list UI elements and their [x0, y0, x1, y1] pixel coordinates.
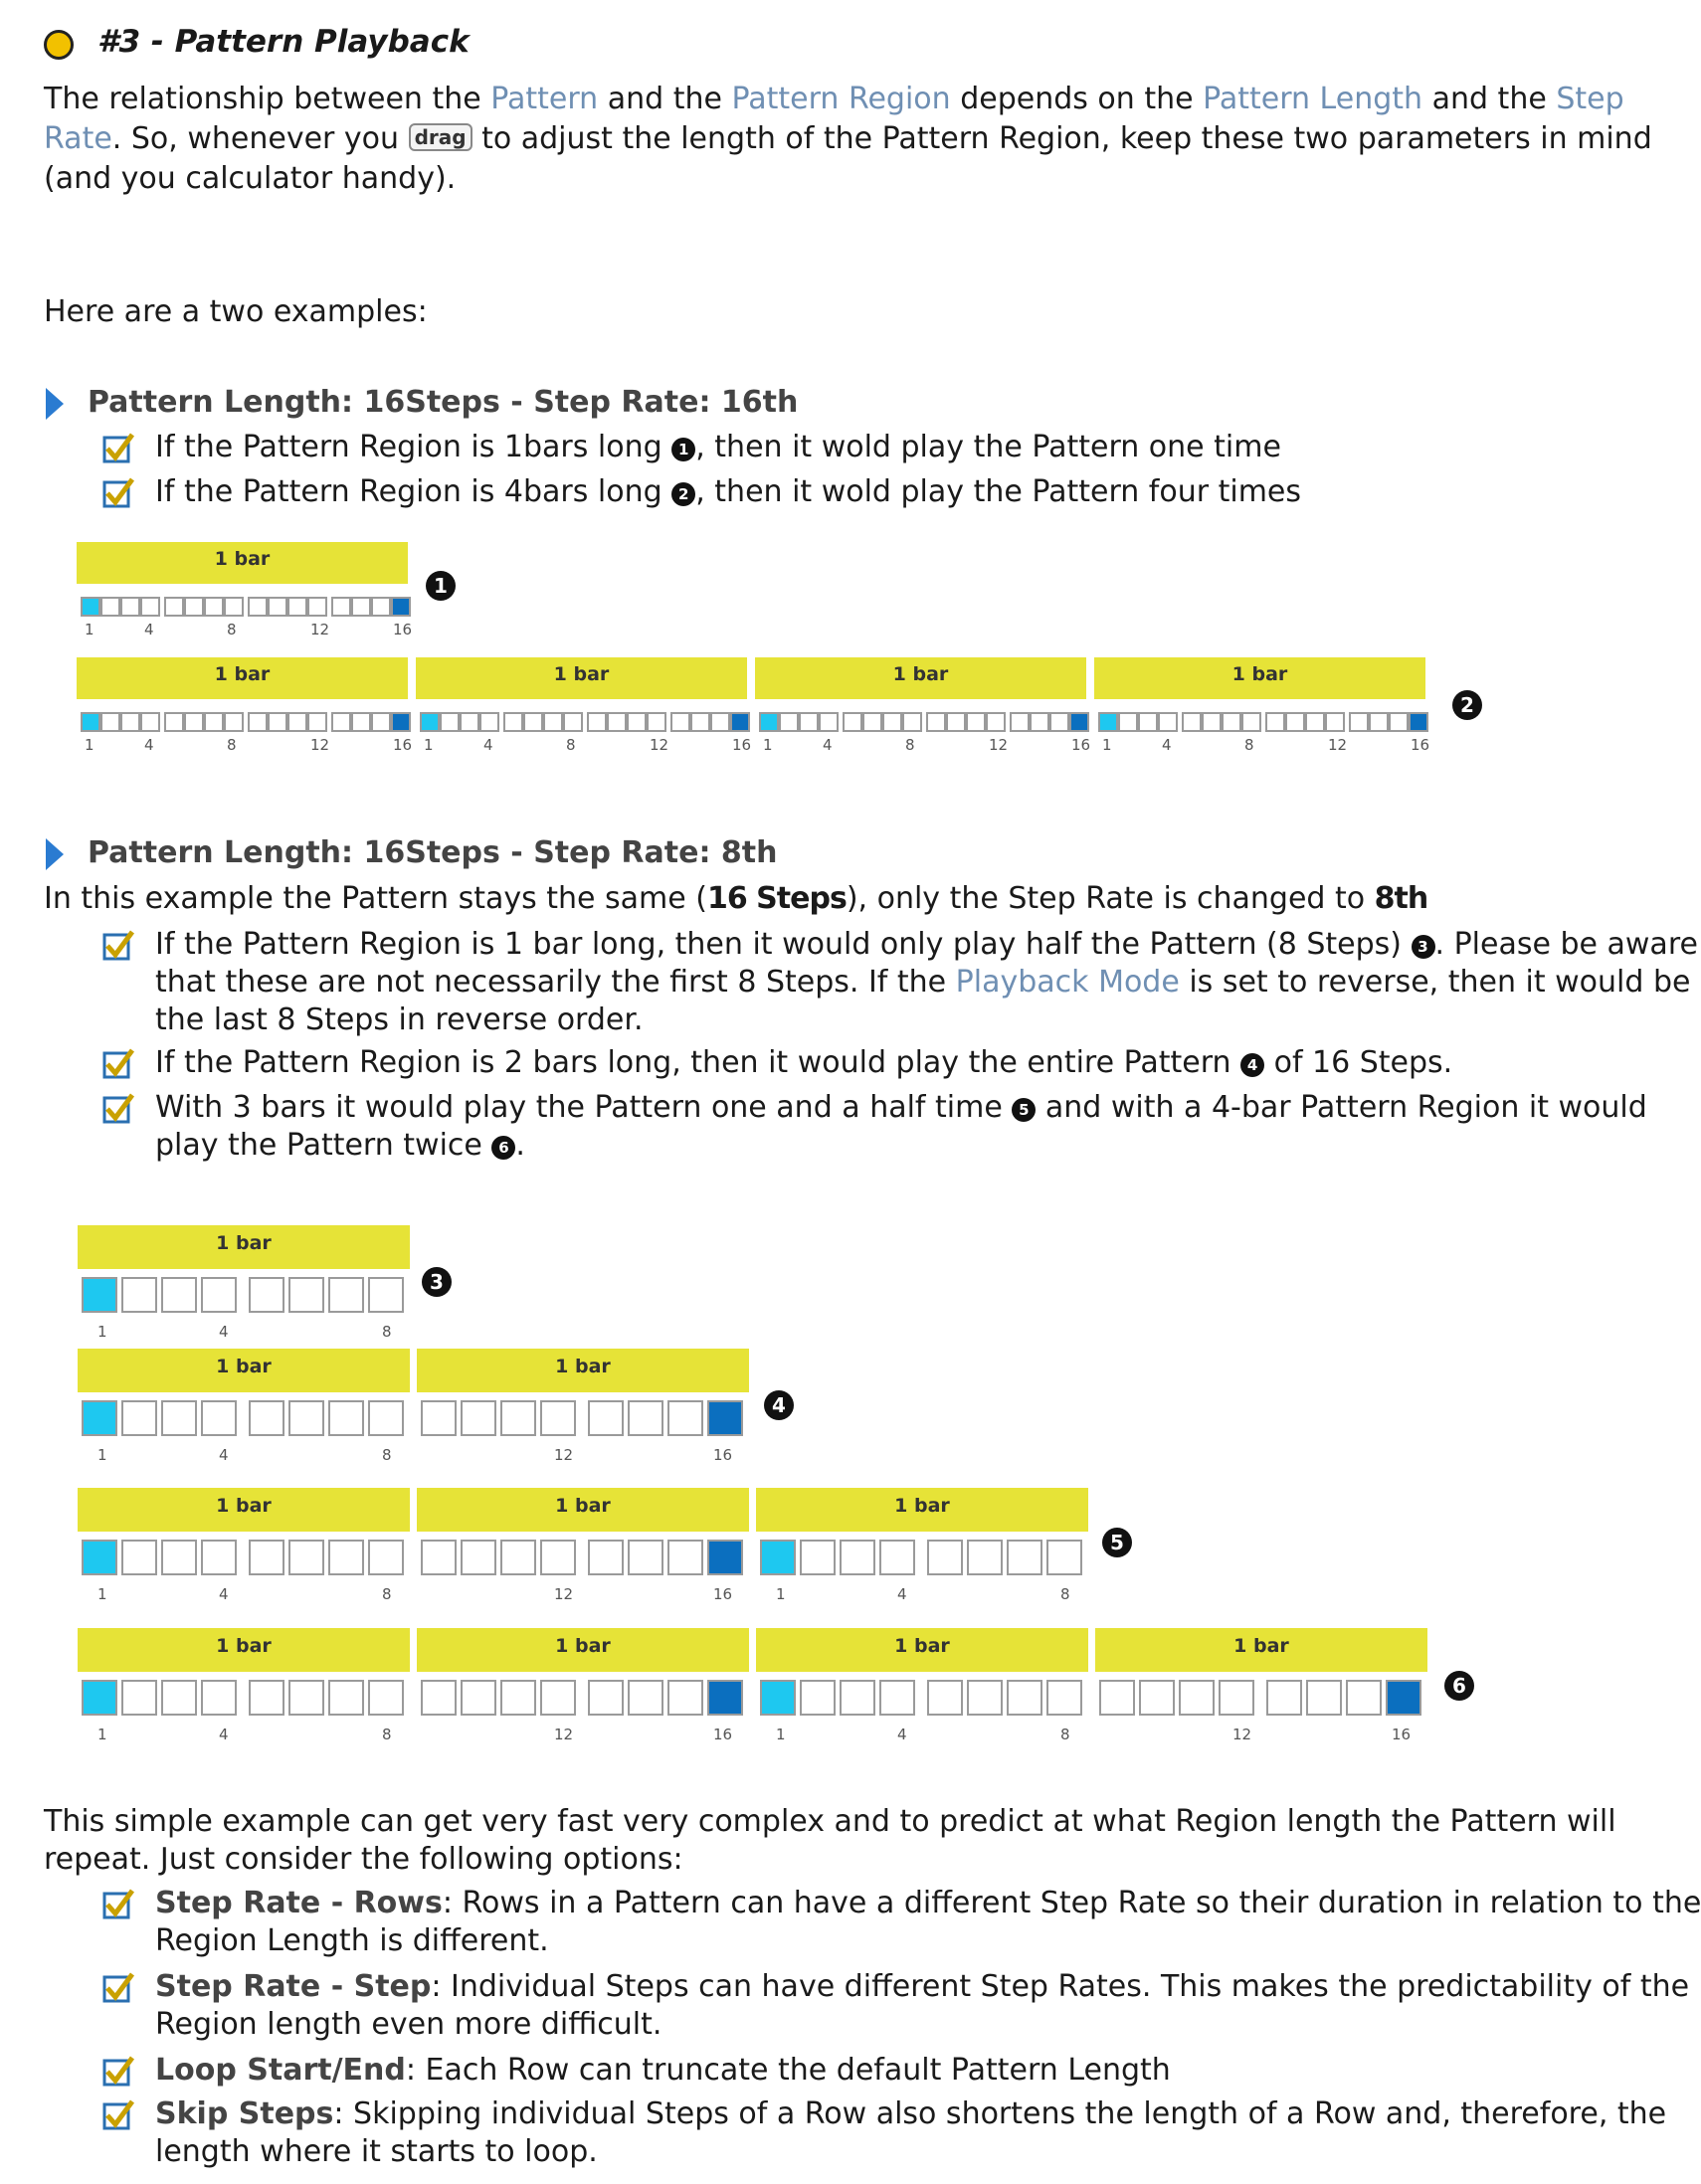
- step-number-label: 12: [1328, 736, 1348, 754]
- step-number-label: 16: [713, 1585, 733, 1603]
- step-cell: [288, 1680, 324, 1716]
- step-cell: [201, 1680, 237, 1716]
- step-number-label: 1: [97, 1585, 107, 1603]
- step-cell: [204, 712, 224, 732]
- step-number-label: 16: [713, 1446, 733, 1464]
- step-cell: [1007, 1540, 1042, 1575]
- step-number-label: 1: [776, 1726, 786, 1743]
- callout-2: 2: [1452, 690, 1482, 720]
- step-cell: [1266, 1680, 1302, 1716]
- step-cell: [391, 712, 411, 732]
- step-cell: [607, 712, 627, 732]
- step-cell: [351, 712, 371, 732]
- examples-line: Here are a two examples:: [44, 294, 428, 329]
- step-number-label: 8: [227, 621, 237, 638]
- step-number-label: 8: [566, 736, 576, 754]
- step-cell: [100, 597, 120, 617]
- ex1-bullet-1: If the Pattern Region is 1bars long 1 , then it wold play the Pattern one time: [155, 430, 1281, 464]
- step-cell: [161, 1277, 197, 1313]
- intro-line-1: The relationship between the Pattern and the Pattern Region depends on the Pattern Length and the Step: [44, 82, 1624, 116]
- step-number-label: 12: [989, 736, 1009, 754]
- ex2-heading: Pattern Length: 16Steps - Step Rate: 8th: [88, 835, 778, 870]
- step-cell: [461, 1680, 496, 1716]
- step-cell: [268, 597, 287, 617]
- step-cell: [224, 712, 244, 732]
- checkbox-icon: [101, 1888, 135, 1921]
- step-number-label: 4: [219, 1726, 229, 1743]
- bar-region: 1 bar: [78, 1488, 410, 1532]
- step-cell: [523, 712, 543, 732]
- step-number-label: 8: [382, 1323, 392, 1341]
- step-cell: [224, 597, 244, 617]
- step-number-label: 16: [393, 736, 413, 754]
- step-number-label: 1: [85, 621, 94, 638]
- step-cell: [760, 1540, 796, 1575]
- step-cell: [1325, 712, 1345, 732]
- disclosure-triangle-icon: [46, 838, 64, 870]
- link-pattern-length[interactable]: Pattern Length: [1203, 82, 1423, 116]
- step-number-label: 4: [1162, 736, 1172, 754]
- bar-region: 1 bar: [417, 1628, 749, 1672]
- step-number-label: 1: [776, 1585, 786, 1603]
- step-cell: [1306, 1680, 1342, 1716]
- callout-4: 4: [764, 1390, 794, 1420]
- checkbox-icon: [101, 432, 135, 465]
- step-number-label: 16: [393, 621, 413, 638]
- step-number-label: 8: [382, 1446, 392, 1464]
- step-cell: [1369, 712, 1389, 732]
- checkbox-icon: [101, 1092, 135, 1126]
- step-cell: [1007, 1680, 1042, 1716]
- step-number-label: 4: [219, 1446, 229, 1464]
- step-cell: [249, 1680, 284, 1716]
- step-cell: [759, 712, 779, 732]
- section-title: #3 - Pattern Playback: [97, 24, 470, 60]
- step-number-label: 1: [763, 736, 773, 754]
- step-cell: [184, 597, 204, 617]
- step-cell: [588, 1540, 624, 1575]
- step-cell: [368, 1277, 404, 1313]
- step-cell: [707, 1680, 743, 1716]
- ex2-bullet-1-l3: the last 8 Steps in reverse order.: [155, 1002, 644, 1037]
- step-cell: [161, 1400, 197, 1436]
- step-cell: [819, 712, 839, 732]
- step-cell: [461, 1400, 496, 1436]
- step-cell: [628, 1680, 663, 1716]
- intro-line-2: Rate. So, whenever you drag to adjust the length of the Pattern Region, keep these two parameters in mind: [44, 121, 1652, 156]
- bar-region: 1 bar: [416, 657, 747, 699]
- step-cell: [164, 597, 184, 617]
- step-number-label: 16: [732, 736, 752, 754]
- step-cell: [121, 1277, 157, 1313]
- callout-6: 6: [1444, 1671, 1474, 1701]
- step-cell: [779, 712, 799, 732]
- step-cell: [82, 1540, 117, 1575]
- step-cell: [307, 597, 327, 617]
- step-cell: [161, 1680, 197, 1716]
- intro-line-3: (and you calculator handy).: [44, 161, 457, 196]
- checkbox-icon: [101, 929, 135, 963]
- step-cell: [368, 1680, 404, 1716]
- step-cell: [391, 597, 411, 617]
- bar-region: 1 bar: [77, 542, 408, 584]
- outro-option-2-l1: Step Rate - Step: Individual Steps can have different Step Rates. This makes the predictability of the: [155, 1969, 1690, 2004]
- step-cell: [647, 712, 666, 732]
- step-cell: [1118, 712, 1138, 732]
- step-cell: [800, 1680, 836, 1716]
- step-cell: [540, 1540, 576, 1575]
- step-number-label: 16: [713, 1726, 733, 1743]
- step-number-label: 1: [424, 736, 434, 754]
- step-cell: [1389, 712, 1409, 732]
- step-cell: [588, 1400, 624, 1436]
- step-cell: [164, 712, 184, 732]
- step-cell: [563, 712, 583, 732]
- step-number-label: 12: [310, 621, 330, 638]
- step-cell: [927, 1540, 963, 1575]
- step-cell: [1349, 712, 1369, 732]
- bar-region: 1 bar: [1095, 1628, 1427, 1672]
- step-cell: [201, 1400, 237, 1436]
- checkbox-icon: [101, 1047, 135, 1081]
- step-cell: [710, 712, 730, 732]
- step-cell: [268, 712, 287, 732]
- step-cell: [1285, 712, 1305, 732]
- outro-line-1: This simple example can get very fast very complex and to predict at what Region length the Pattern will: [44, 1804, 1616, 1839]
- checkbox-icon: [101, 2055, 135, 2089]
- step-cell: [1049, 712, 1069, 732]
- step-cell: [81, 597, 100, 617]
- step-cell: [368, 1400, 404, 1436]
- step-cell: [249, 1540, 284, 1575]
- bar-region: 1 bar: [78, 1628, 410, 1672]
- step-cell: [204, 597, 224, 617]
- callout-3-inline: 3: [1412, 935, 1435, 959]
- step-cell: [540, 1680, 576, 1716]
- step-number-label: 8: [382, 1726, 392, 1743]
- step-cell: [667, 1400, 703, 1436]
- step-cell: [967, 1680, 1003, 1716]
- step-cell: [760, 1680, 796, 1716]
- status-dot-icon: [44, 30, 74, 60]
- step-cell: [421, 1680, 457, 1716]
- step-cell: [288, 1400, 324, 1436]
- callout-1-inline: 1: [671, 438, 695, 461]
- checkbox-icon: [101, 2098, 135, 2132]
- step-number-label: 12: [650, 736, 669, 754]
- drag-key: drag: [409, 123, 472, 151]
- ex2-bullet-3-l1: With 3 bars it would play the Pattern one and a half time 5 and with a 4-bar Pattern Region it would: [155, 1090, 1647, 1125]
- step-number-label: 4: [144, 736, 154, 754]
- bar-region: 1 bar: [755, 657, 1086, 699]
- step-cell: [81, 712, 100, 732]
- step-cell: [667, 1540, 703, 1575]
- step-cell: [121, 1680, 157, 1716]
- step-cell: [1346, 1680, 1382, 1716]
- step-cell: [840, 1680, 875, 1716]
- step-cell: [184, 712, 204, 732]
- step-cell: [82, 1277, 117, 1313]
- bar-region: 1 bar: [417, 1488, 749, 1532]
- step-cell: [328, 1680, 364, 1716]
- callout-6-inline: 6: [491, 1136, 515, 1160]
- step-number-label: 16: [1392, 1726, 1412, 1743]
- outro-option-4-l1: Skip Steps: Skipping individual Steps of a Row also shortens the length of a Row and, therefore, the: [155, 2096, 1667, 2131]
- step-number-label: 4: [219, 1585, 229, 1603]
- step-cell: [460, 712, 479, 732]
- step-number-label: 1: [97, 1726, 107, 1743]
- step-cell: [690, 712, 710, 732]
- step-cell: [121, 1400, 157, 1436]
- step-cell: [82, 1680, 117, 1716]
- step-cell: [249, 1277, 284, 1313]
- step-cell: [500, 1400, 536, 1436]
- ex2-bullet-3-l2: play the Pattern twice 6 .: [155, 1128, 525, 1163]
- step-cell: [120, 712, 140, 732]
- step-cell: [1202, 712, 1222, 732]
- step-cell: [288, 1540, 324, 1575]
- callout-5-inline: 5: [1012, 1098, 1036, 1122]
- bar-region: 1 bar: [78, 1225, 410, 1269]
- step-cell: [1138, 712, 1158, 732]
- step-cell: [201, 1540, 237, 1575]
- step-number-label: 16: [1071, 736, 1091, 754]
- callout-1: 1: [426, 571, 456, 601]
- step-number-label: 1: [85, 736, 94, 754]
- step-number-label: 4: [144, 621, 154, 638]
- step-number-label: 8: [1244, 736, 1254, 754]
- step-cell: [248, 712, 268, 732]
- ex2-bullet-1-l1: If the Pattern Region is 1 bar long, then it would only play half the Pattern (8 Steps) 3 . Please be aware: [155, 927, 1698, 962]
- step-cell: [1030, 712, 1049, 732]
- checkbox-icon: [101, 476, 135, 510]
- step-cell: [461, 1540, 496, 1575]
- link-rate[interactable]: Rate: [44, 121, 112, 156]
- step-cell: [140, 597, 160, 617]
- step-cell: [420, 712, 440, 732]
- step-cell: [287, 712, 307, 732]
- bar-region: 1 bar: [77, 657, 408, 699]
- step-cell: [328, 1400, 364, 1436]
- step-cell: [440, 712, 460, 732]
- step-number-label: 4: [897, 1585, 907, 1603]
- step-cell: [249, 1400, 284, 1436]
- bar-region: 1 bar: [756, 1488, 1088, 1532]
- bar-region: 1 bar: [417, 1349, 749, 1392]
- step-cell: [201, 1277, 237, 1313]
- step-cell: [967, 1540, 1003, 1575]
- step-cell: [351, 597, 371, 617]
- step-number-label: 8: [1060, 1726, 1070, 1743]
- step-cell: [368, 1540, 404, 1575]
- step-number-label: 12: [310, 736, 330, 754]
- callout-4-inline: 4: [1240, 1053, 1264, 1077]
- ex2-bullet-1-l2: that these are not necessarily the first 8 Steps. If the Playback Mode is set to reverse, then it would be: [155, 965, 1691, 1000]
- outro-option-1-l2: Region Length is different.: [155, 1923, 549, 1958]
- step-cell: [503, 712, 523, 732]
- step-cell: [1222, 712, 1241, 732]
- step-cell: [966, 712, 986, 732]
- callout-5: 5: [1102, 1528, 1132, 1557]
- step-cell: [100, 712, 120, 732]
- outro-option-2-l2: Region length even more difficult.: [155, 2007, 662, 2042]
- step-cell: [331, 597, 351, 617]
- step-cell: [140, 712, 160, 732]
- step-cell: [121, 1540, 157, 1575]
- outro-line-2: repeat. Just consider the following options:: [44, 1842, 683, 1877]
- step-cell: [986, 712, 1006, 732]
- ex1-bullet-2: If the Pattern Region is 4bars long 2 , then it wold play the Pattern four times: [155, 474, 1302, 509]
- step-cell: [862, 712, 882, 732]
- step-cell: [1182, 712, 1202, 732]
- link-step[interactable]: Step: [1556, 82, 1624, 116]
- link-pattern-region[interactable]: Pattern Region: [731, 82, 951, 116]
- step-cell: [1219, 1680, 1254, 1716]
- step-cell: [1158, 712, 1178, 732]
- bar-region: 1 bar: [78, 1349, 410, 1392]
- step-cell: [946, 712, 966, 732]
- step-cell: [927, 1680, 963, 1716]
- step-number-label: 4: [823, 736, 833, 754]
- link-pattern[interactable]: Pattern: [490, 82, 599, 116]
- step-cell: [707, 1400, 743, 1436]
- step-cell: [120, 597, 140, 617]
- step-cell: [287, 597, 307, 617]
- disclosure-triangle-icon: [46, 388, 64, 420]
- step-cell: [902, 712, 922, 732]
- callout-2-inline: 2: [671, 482, 695, 506]
- step-cell: [628, 1400, 663, 1436]
- step-cell: [587, 712, 607, 732]
- step-cell: [800, 1540, 836, 1575]
- step-number-label: 12: [554, 1585, 574, 1603]
- step-cell: [331, 712, 351, 732]
- step-cell: [1099, 1680, 1135, 1716]
- step-cell: [879, 1540, 915, 1575]
- step-cell: [288, 1277, 324, 1313]
- bar-region: 1 bar: [1094, 657, 1425, 699]
- step-number-label: 8: [1060, 1585, 1070, 1603]
- outro-option-4-l2: length where it starts to loop.: [155, 2134, 598, 2169]
- step-number-label: 12: [554, 1446, 574, 1464]
- step-cell: [500, 1680, 536, 1716]
- step-number-label: 4: [897, 1726, 907, 1743]
- step-cell: [421, 1540, 457, 1575]
- step-cell: [882, 712, 902, 732]
- step-number-label: 4: [483, 736, 493, 754]
- callout-3: 3: [422, 1267, 452, 1297]
- step-number-label: 1: [1102, 736, 1112, 754]
- step-cell: [1409, 712, 1428, 732]
- step-cell: [328, 1540, 364, 1575]
- step-cell: [371, 597, 391, 617]
- ex2-intro: In this example the Pattern stays the same (16 Steps), only the Step Rate is changed to 8th: [44, 881, 1428, 916]
- step-cell: [843, 712, 862, 732]
- ex1-heading: Pattern Length: 16Steps - Step Rate: 16th: [88, 385, 799, 420]
- step-cell: [161, 1540, 197, 1575]
- step-number-label: 1: [97, 1446, 107, 1464]
- step-cell: [627, 712, 647, 732]
- step-cell: [82, 1400, 117, 1436]
- outro-option-3: Loop Start/End: Each Row can truncate the default Pattern Length: [155, 2053, 1171, 2088]
- step-cell: [840, 1540, 875, 1575]
- bar-region: 1 bar: [756, 1628, 1088, 1672]
- checkbox-icon: [101, 1971, 135, 2005]
- step-number-label: 12: [554, 1726, 574, 1743]
- step-cell: [799, 712, 819, 732]
- step-cell: [1046, 1540, 1082, 1575]
- step-cell: [500, 1540, 536, 1575]
- step-cell: [730, 712, 750, 732]
- step-cell: [1305, 712, 1325, 732]
- ex2-bullet-2: If the Pattern Region is 2 bars long, then it would play the entire Pattern 4 of 16 Steps.: [155, 1045, 1453, 1080]
- step-cell: [707, 1540, 743, 1575]
- step-cell: [628, 1540, 663, 1575]
- step-number-label: 1: [97, 1323, 107, 1341]
- step-cell: [248, 597, 268, 617]
- step-cell: [543, 712, 563, 732]
- step-cell: [328, 1277, 364, 1313]
- step-cell: [540, 1400, 576, 1436]
- step-cell: [479, 712, 499, 732]
- step-number-label: 12: [1232, 1726, 1252, 1743]
- step-number-label: 8: [905, 736, 915, 754]
- step-cell: [588, 1680, 624, 1716]
- step-cell: [667, 1680, 703, 1716]
- step-cell: [926, 712, 946, 732]
- step-cell: [1179, 1680, 1215, 1716]
- step-number-label: 16: [1411, 736, 1430, 754]
- step-number-label: 4: [219, 1323, 229, 1341]
- step-cell: [1386, 1680, 1421, 1716]
- step-cell: [371, 712, 391, 732]
- step-cell: [879, 1680, 915, 1716]
- step-cell: [1098, 712, 1118, 732]
- step-cell: [670, 712, 690, 732]
- step-cell: [1265, 712, 1285, 732]
- step-cell: [1069, 712, 1089, 732]
- link-playback-mode[interactable]: Playback Mode: [955, 965, 1180, 1000]
- step-cell: [1046, 1680, 1082, 1716]
- step-cell: [421, 1400, 457, 1436]
- step-cell: [1241, 712, 1261, 732]
- step-number-label: 8: [382, 1585, 392, 1603]
- outro-option-1-l1: Step Rate - Rows: Rows in a Pattern can have a different Step Rate so their duration in relation to the: [155, 1886, 1701, 1920]
- step-cell: [1139, 1680, 1175, 1716]
- step-number-label: 8: [227, 736, 237, 754]
- step-cell: [1010, 712, 1030, 732]
- step-cell: [307, 712, 327, 732]
